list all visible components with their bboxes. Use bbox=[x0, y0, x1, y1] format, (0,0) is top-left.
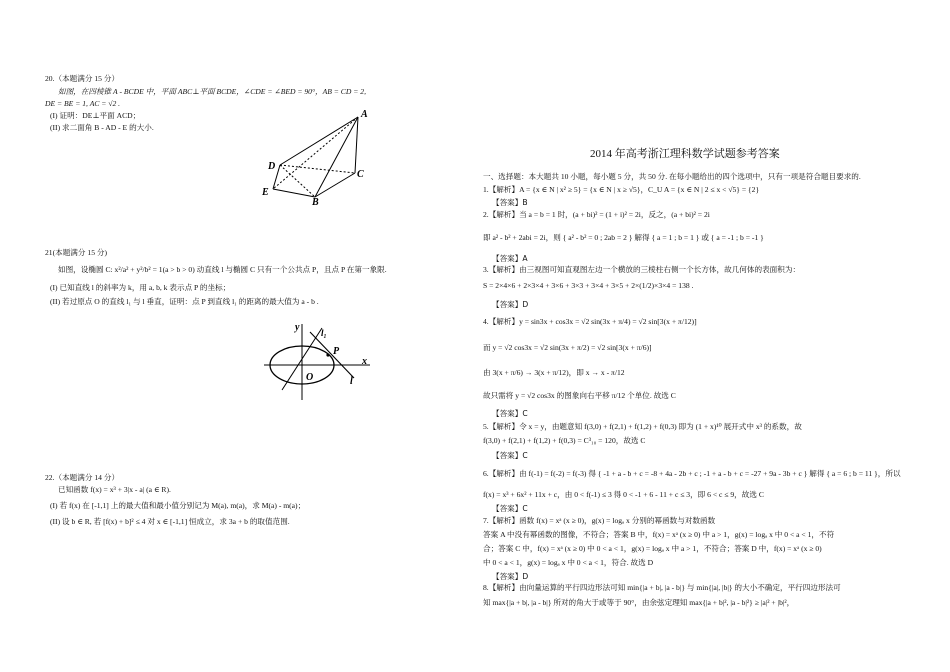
answer-7-line-1: 7.【解析】函数 f(x) = xᵃ (x ≥ 0)，g(x) = logₐ x 分别的幂函数与对数函数 bbox=[483, 516, 716, 525]
section-intro: 一、选择题：本大题共 10 小题，每小题 5 分，共 50 分. 在每小题给出的四个选项中，只有一项是符合题目要求的. bbox=[483, 172, 861, 181]
q22-part-1: (I) 若 f(x) 在 [-1,1] 上的最大值和最小值分别记为 M(a), m(a)，求 M(a) - m(a)； bbox=[50, 501, 306, 510]
label-l1: l₁ bbox=[321, 328, 327, 338]
label-O: O bbox=[306, 372, 314, 383]
label-D: D bbox=[268, 161, 276, 172]
answer-4-line-2: 而 y = √2 cos3x = √2 sin(3x + π/2) = √2 sin[3(x + π/6)] bbox=[483, 343, 652, 352]
q22-line-1: 已知函数 f(x) = x³ + 3|x - a| (a ∈ R). bbox=[58, 485, 171, 494]
label-B: B bbox=[312, 197, 319, 205]
answer-3-line-1: 3.【解析】由三视图可知直观图左边一个横放的三棱柱右侧一个长方体，故几何体的表面积为： bbox=[483, 265, 801, 274]
answer-4-line-3: 由 3(x + π/6) → 3(x + π/12)，即 x → x - π/12 bbox=[483, 368, 625, 377]
answer-7-line-3: 合；答案 C 中，f(x) = xᵃ (x ≥ 0) 中 0 < a < 1，g(x) = logₐ x 中 a > 1，不符合；答案 D 中，f(x) = xᵃ (x ≥ 0) bbox=[483, 544, 822, 553]
answer-5-line-1: 5.【解析】令 x = y，由题意知 f(3,0) + f(2,1) + f(1,2) + f(0,3) 即为 (1 + x)¹⁰ 展开式中 x³ 的系数，故 bbox=[483, 422, 802, 431]
label-A: A bbox=[361, 109, 368, 120]
answer-3-line-2: S = 2×4×6 + 2×3×4 + 3×6 + 3×3 + 3×4 + 3×5 + 2×(1/2)×3×4 = 138 . bbox=[483, 281, 694, 290]
q21-part-2: (II) 若过原点 O 的直线 l₁ 与 l 垂直，证明：点 P 到直线 l₁ 的距离的最大值为 a - b . bbox=[50, 297, 319, 306]
q20-part-2: (II) 求二面角 B - AD - E 的大小. bbox=[50, 123, 154, 132]
answer-5-line-2: f(3,0) + f(2,1) + f(1,2) + f(0,3) = C³₁₀ = 120，故选 C bbox=[483, 436, 646, 445]
answer-8-line-1: 8.【解析】由向量运算的平行四边形法可知 min{|a + b|, |a - b|} 与 min{|a|, |b|} 的大小不确定，平行四边形法可 bbox=[483, 583, 841, 592]
q20-line-2: DE = BE = 1, AC = √2 . bbox=[45, 99, 121, 108]
answer-6-line-1: 6.【解析】由 f(-1) = f(-2) = f(-3) 得 { -1 + a - b + c = -8 + 4a - 2b + c ; -1 + a - b + c = -27 + 9a - 3b + c } 解得 { a = 6 ; b = 11 }，所以 bbox=[483, 469, 901, 478]
answer-7-key: 【答案】D bbox=[492, 572, 529, 581]
q20-heading: 20.（本题满分 15 分） bbox=[45, 74, 120, 83]
answer-4-line-1: 4.【解析】y = sin3x + cos3x = √2 sin(3x + π/4) = √2 sin[3(x + π/12)] bbox=[483, 317, 697, 326]
label-E: E bbox=[262, 187, 269, 198]
answer-6-line-2: f(x) = x³ + 6x² + 11x + c，由 0 < f(-1) ≤ 3 得 0 < -1 + 6 - 11 + c ≤ 3，即 6 < c ≤ 9，故选 C bbox=[483, 490, 764, 499]
answer-7-line-2: 答案 A 中没有幂函数的图像，不符合；答案 B 中，f(x) = xᵃ (x ≥ 0) 中 a > 1，g(x) = logₐ x 中 0 < a < 1，不符 bbox=[483, 530, 835, 539]
q20-line-1: 如图，在四棱锥 A - BCDE 中，平面 ABC⊥平面 BCDE，∠CDE = ∠BED = 90°，AB = CD = 2, bbox=[58, 87, 366, 96]
q22-heading: 22.（本题满分 14 分） bbox=[45, 473, 120, 482]
answer-title: 2014 年高考浙江理科数学试题参考答案 bbox=[590, 148, 780, 160]
answer-6-key: 【答案】C bbox=[492, 504, 528, 513]
label-P: P bbox=[333, 346, 340, 357]
label-x: x bbox=[362, 356, 367, 367]
answer-4-line-4: 故只需将 y = √2 cos3x 的图象向右平移 π/12 个单位. 故选 C bbox=[483, 391, 676, 400]
answer-2-key: 【答案】A bbox=[492, 254, 528, 263]
answer-1-key: 【答案】B bbox=[492, 198, 528, 207]
answer-2-line-1: 2.【解析】当 a = b = 1 时，(a + bi)² = (1 + i)² = 2i，反之，(a + bi)² = 2i bbox=[483, 210, 710, 219]
answer-5-key: 【答案】C bbox=[492, 451, 528, 460]
q21-part-1: (I) 已知直线 l 的斜率为 k，用 a, b, k 表示点 P 的坐标； bbox=[50, 283, 231, 292]
answer-4-key: 【答案】C bbox=[492, 409, 528, 418]
ellipse-figure bbox=[262, 318, 382, 403]
answer-2-line-2: 即 a² - b² + 2abi = 2i，则 { a² - b² = 0 ; 2ab = 2 } 解得 { a = 1 ; b = 1 } 或 { a = -1 ; b = -1 } bbox=[483, 233, 764, 242]
label-C: C bbox=[357, 169, 364, 180]
label-l: l bbox=[350, 376, 353, 387]
q21-line-1: 如图，设椭圆 C: x²/a² + y²/b² = 1(a > b > 0) 动直线 l 与椭圆 C 只有一个公共点 P，且点 P 在第一象限. bbox=[58, 265, 387, 274]
answer-1: 1.【解析】A = {x ∈ N | x² ≥ 5} = {x ∈ N | x ≥ √5}，C_U A = {x ∈ N | 2 ≤ x < √5} = {2} bbox=[483, 185, 760, 194]
label-y: y bbox=[295, 322, 300, 333]
q21-heading: 21(本题满分 15 分) bbox=[45, 248, 108, 257]
answer-3-key: 【答案】D bbox=[492, 300, 529, 309]
q20-part-1: (I) 证明：DE⊥平面 ACD； bbox=[50, 111, 141, 120]
q22-part-2: (II) 设 b ∈ R, 若 [f(x) + b]² ≤ 4 对 x ∈ [-1,1] 恒成立，求 3a + b 的取值范围. bbox=[50, 517, 290, 526]
pyramid-figure bbox=[255, 105, 385, 205]
answer-8-line-2: 知 max{|a + b|, |a - b|} 所对的角大于或等于 90°，由余弦定理知 max{|a + b|², |a - b|²} ≥ |a|² + |b|²， bbox=[483, 598, 795, 607]
answer-7-line-4: 中 0 < a < 1，g(x) = logₐ x 中 0 < a < 1，符合. 故选 D bbox=[483, 558, 654, 567]
